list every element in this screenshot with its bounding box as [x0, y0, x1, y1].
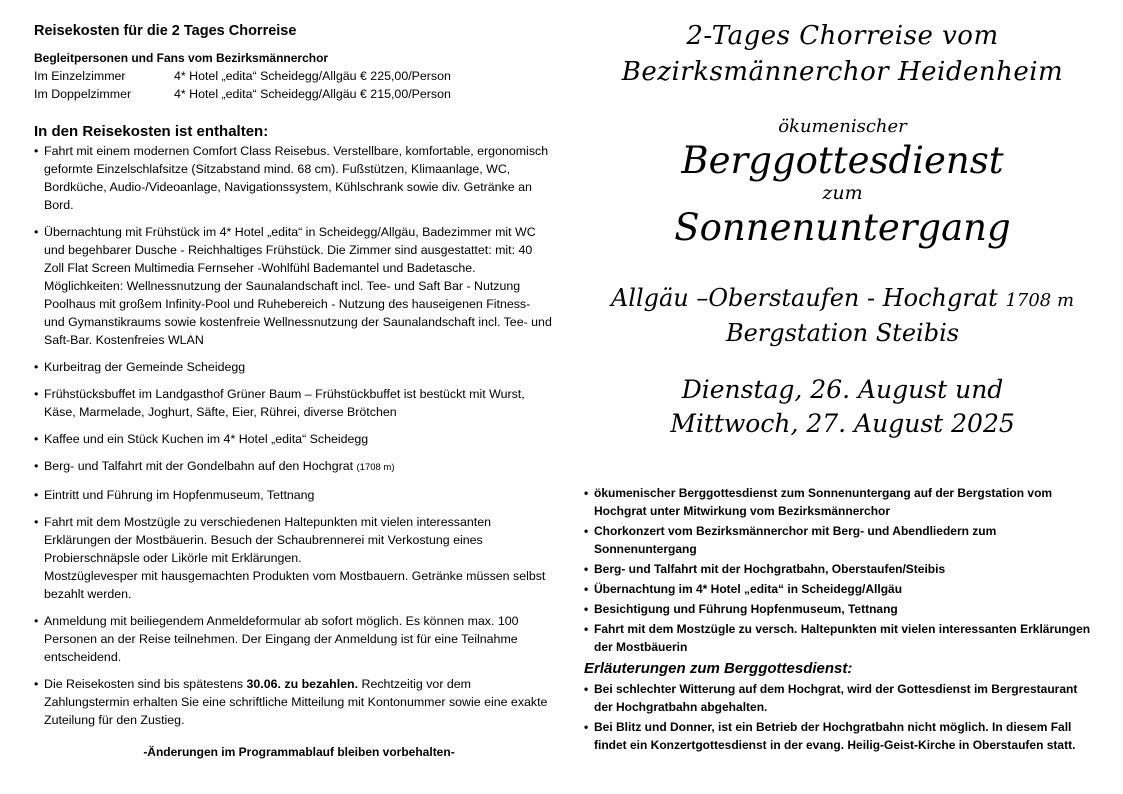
- bullet-icon: •: [584, 682, 589, 696]
- event-title: 2-Tages Chorreise vom Bezirksmännerchor Heidenheim: [621, 21, 1064, 87]
- room-type: Im Einzelzimmer: [34, 69, 126, 83]
- sonne-label: Sonnenuntergang: [674, 206, 1011, 249]
- bullet-icon: •: [34, 677, 39, 691]
- bullet-icon: •: [34, 459, 39, 473]
- okum-label: ökumenischer: [778, 116, 907, 137]
- list-item: • Kaffee und ein Stück Kuchen im 4* Hotel „edita“ Scheidegg: [34, 432, 369, 446]
- bullet-icon: •: [584, 720, 589, 734]
- bullet-icon: •: [34, 488, 39, 502]
- berg-label: Berggottesdienst: [681, 139, 1004, 182]
- list-item: • Übernachtung mit Frühstück im 4* Hotel „edita“ in Scheidegg/Allgäu, Badezimmer mit WC und begehbarer Dusche - Reichhaltiges Frühstück. Die Zimmer sind ausgestattet: mit: 40 Zoll Flat Screen Multimedia Fernseher -Wohlfühl Bademantel und Badetasche. Möglichkeiten: Wellnessnutzung der Saunalandschaft incl. Tee- und Saft Bar - Nutzung Poolhaus mit großem Infinity-Pool und Ruhebereich - Nutzung des hauseigenen Fitness- und Gymanstikraums sowie kostenfreie Wellnessnutzung der Saunalandschaft incl. Tee- und Saft-Bar. Kostenfreies WLAN: [34, 225, 552, 347]
- list-item: • ökumenischer Berggottesdienst zum Sonnenuntergang auf der Bergstation vom Hochgrat unter Mitwirkung vom Bezirksmännerchor: [584, 486, 1053, 518]
- room-row-single: [34, 67, 554, 85]
- bullet-icon: •: [34, 515, 39, 529]
- cost-subtitle: Begleitpersonen und Fans vom Bezirksmännerchor: [34, 51, 329, 65]
- list-item: • Die Reisekosten sind bis spätestens 30.06. zu bezahlen. Rechtzeitig vor dem Zahlungstermin erhalten Sie eine schriftliche Mitteilung mit Kontonummer sowie eine exakte Zuteilung für den Zustieg.: [34, 677, 548, 727]
- location: Allgäu –Oberstaufen - Hochgrat 1708 m Bergstation Steibis: [610, 284, 1075, 347]
- explanations-heading: Erläuterungen zum Berggottesdienst:: [584, 660, 853, 677]
- list-item: • Fahrt mit einem modernen Comfort Class Reisebus. Verstellbare, komfortable, ergonomisch geformte Einzelschlafsitze (Sitzabstand mind. 68 cm). Fußstützen, Klimaanlage, WC, Bordküche, Audio-/Videoanlage, Navigationssystem, Kühlschrank sowie div. Getränke an Bord.: [34, 144, 549, 212]
- room-desc: 4* Hotel „edita“ Scheidegg/Allgäu € 225,00/Person: [174, 69, 451, 83]
- bullet-icon: •: [584, 622, 589, 636]
- list-item: • Bei schlechter Witterung auf dem Hochgrat, wird der Gottesdienst im Bergrestaurant der Hochgratbahn abgehalten.: [584, 682, 1078, 714]
- list-item: • Berg- und Talfahrt mit der Hochgratbahn, Oberstaufen/Steibis: [584, 562, 946, 576]
- zum-label: zum: [822, 182, 863, 204]
- room-desc: 4* Hotel „edita“ Scheidegg/Allgäu € 215,00/Person: [174, 87, 451, 101]
- bullet-icon: •: [584, 602, 589, 616]
- list-item: • Eintritt und Führung im Hopfenmuseum, Tettnang: [34, 488, 315, 502]
- bullet-icon: •: [584, 524, 589, 538]
- list-item: • Kurbeitrag der Gemeinde Scheidegg: [34, 360, 246, 374]
- cost-title: Reisekosten für die 2 Tages Chorreise: [34, 23, 297, 39]
- bullet-icon: •: [584, 562, 589, 576]
- cost-column: [34, 22, 554, 761]
- room-row-double: [34, 85, 554, 103]
- bullet-icon: •: [34, 432, 39, 446]
- list-item: • Fahrt mit dem Mostzügle zu verschiedenen Haltepunkten mit vielen interessanten Erklärungen der Mostbäuerin. Besuch der Schaubrennerei mit Verkostung eines Probierschnäpsle oder Likörle mit Erklärungen. Mostzüglevesper mit hausgemachten Produkten vom Mostbauern. Getränke müssen selbst bezahlt werden.: [34, 515, 546, 601]
- list-item: • Bei Blitz und Donner, ist ein Betrieb der Hochgratbahn nicht möglich. In diesem Fall findet ein Konzertgottesdienst in der evang. Heilig-Geist-Kirche in Oberstaufen statt.: [584, 720, 1076, 752]
- bullet-icon: •: [584, 486, 589, 500]
- list-item: • Anmeldung mit beiliegendem Anmeldeformular ab sofort möglich. Es können max. 100 Personen an der Reise teilnehmen. Der Eingang der Anmeldung ist für eine Teilnahme entscheidend.: [34, 614, 519, 664]
- program-list: [584, 484, 1094, 756]
- bullet-icon: •: [34, 387, 39, 401]
- bullet-icon: •: [34, 225, 39, 239]
- footer-note: -Änderungen im Programmablauf bleiben vorbehalten-: [143, 745, 455, 759]
- list-item: • Besichtigung und Führung Hopfenmuseum, Tettnang: [584, 602, 898, 616]
- bullet-icon: •: [34, 144, 39, 158]
- bullet-icon: •: [584, 582, 589, 596]
- room-type: Im Doppelzimmer: [34, 87, 132, 101]
- list-item: • Berg- und Talfahrt mit der Gondelbahn auf den Hochgrat (1708 m): [34, 459, 395, 473]
- altitude-note: (1708 m): [356, 462, 395, 473]
- included-list: [34, 142, 554, 729]
- bullet-icon: •: [34, 360, 39, 374]
- list-item: • Chorkonzert vom Bezirksmännerchor mit Berg- und Abendliedern zum Sonnenuntergang: [584, 524, 997, 556]
- event-column: [580, 18, 1105, 441]
- included-heading: In den Reisekosten ist enthalten:: [34, 123, 269, 140]
- list-item: • Übernachtung im 4* Hotel „edita“ in Scheidegg/Allgäu: [584, 582, 903, 596]
- event-date: Dienstag, 26. August und Mittwoch, 27. August 2025: [670, 375, 1015, 438]
- list-item: • Frühstücksbuffet im Landgasthof Grüner Baum – Frühstückbuffet ist bestückt mit Wurst, Käse, Marmelade, Joghurt, Säfte, Eier, Rührei, diverse Brötchen: [34, 387, 525, 419]
- list-item: • Fahrt mit dem Mostzügle zu versch. Haltepunkten mit vielen interessanten Erklärungen der Mostbäuerin: [584, 622, 1091, 654]
- bullet-icon: •: [34, 614, 39, 628]
